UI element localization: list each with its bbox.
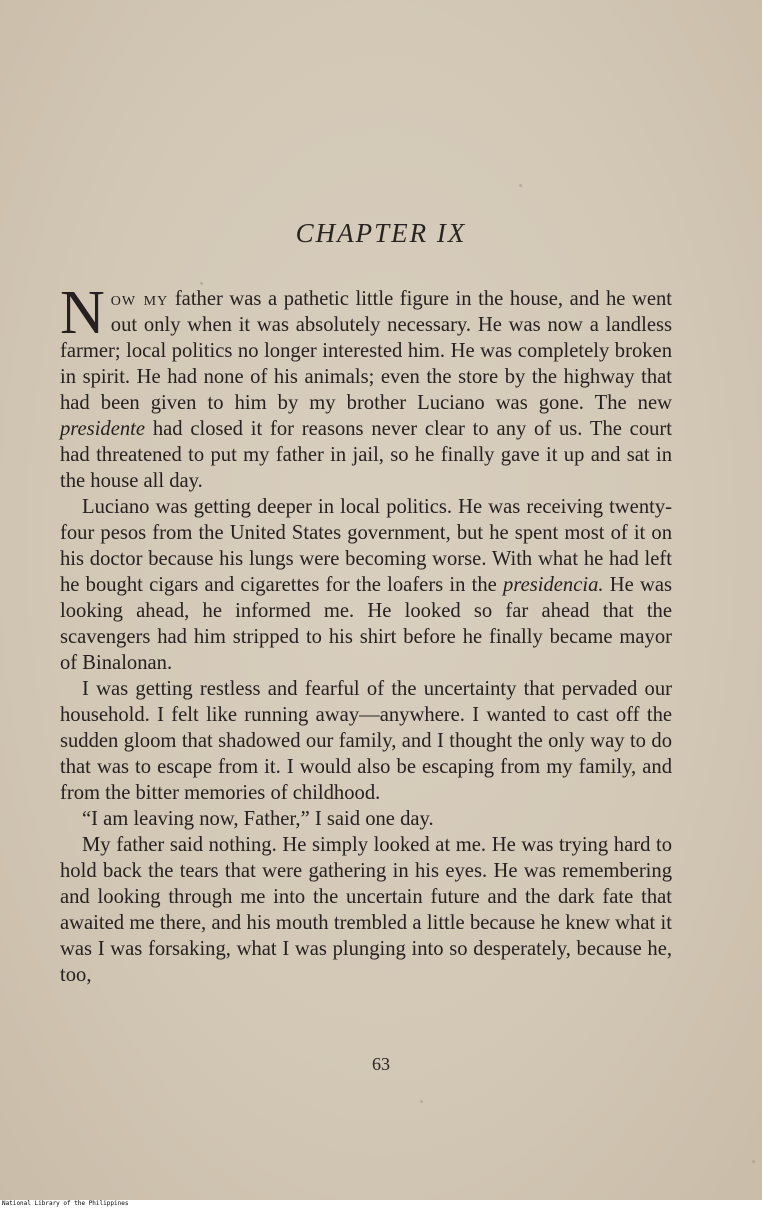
page-number: 63 <box>372 1054 390 1074</box>
paper-speck <box>420 1100 423 1103</box>
paragraph-2 <box>60 494 672 676</box>
paragraph-3: I was getting restless and fearful of the uncertainty that pervaded our household. I felt like running away—anywhere. I wanted to cast off the sudden gloom that shadowed our family, and I thought the only way to do that was to escape from it. I would also be escaping from my family, and from the bitter memories of childhood. <box>60 678 672 804</box>
italic-term: presidente <box>60 418 146 440</box>
paragraph-text: Luciano was getting deeper in local politics. He was receiving twenty-four pesos from the United States government, but he spent most of it on his doctor because his lungs were becoming worse. With what he had left he bought cigars and cigarettes for the loafers in the <box>60 496 672 596</box>
chapter-title: CHAPTER IX <box>295 218 467 248</box>
paragraph-1 <box>60 279 673 494</box>
paragraph-text: had closed it for reasons never clear to any of us. The court had threatened to put my father in jail, so he finally gave it up and sat in the house all day. <box>60 418 672 492</box>
paper-speck <box>752 1160 755 1163</box>
paragraph-text: father was a pathetic little figure in the house, and he went out only when it was absolutely necessary. He was now a landless farmer; local politics no longer interested him. He was completely broken in spirit. He had none of his animals; even the store by the highway that had been given to him by my brother Luciano was gone. The new <box>60 288 673 414</box>
paragraph-4: “I am leaving now, Father,” I said one day. <box>82 808 434 830</box>
paper-speck <box>519 184 522 187</box>
body-text <box>60 279 673 988</box>
paragraph-5: My father said nothing. He simply looked at me. He was trying hard to hold back the tears that were gathering in his eyes. He was remembering and looking through me into the uncertain future and the dark fate that awaited me there, and his mouth trembled a little because he knew what it was I was forsaking, what I was plunging into so desperately, because he, too, <box>60 834 672 986</box>
footer-credit: National Library of the Philippines <box>2 1200 129 1207</box>
paper-speck <box>200 282 203 285</box>
paragraph-text: He was looking ahead, he informed me. He looked so far ahead that the scavengers had him stripped to his shirt before he finally became mayor of Binalonan. <box>60 574 672 674</box>
italic-term: presidencia. <box>503 574 604 596</box>
drop-cap: N <box>60 279 105 347</box>
opening-small-caps: ow my <box>110 288 169 310</box>
